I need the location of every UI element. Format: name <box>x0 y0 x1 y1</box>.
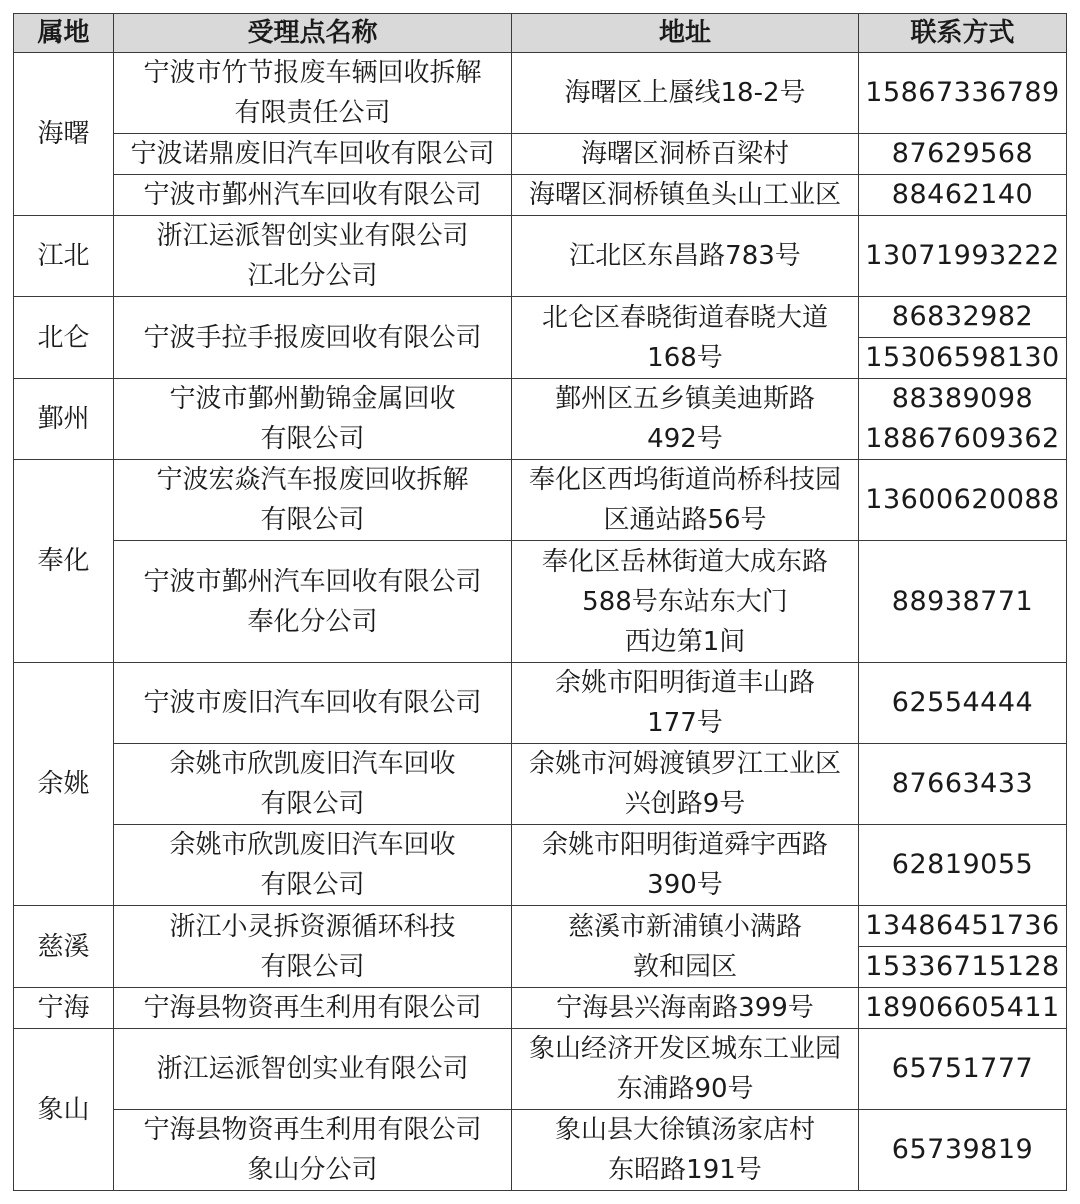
name-line: 有限责任公司 <box>234 98 391 128</box>
region-cell: 余姚 <box>14 663 114 906</box>
name-cell <box>114 1110 512 1191</box>
address-line: 492号 <box>647 424 723 454</box>
contact-cell <box>859 988 1067 1029</box>
phones-line: 18906605411 <box>865 992 1060 1023</box>
address-cell <box>512 825 859 906</box>
address-cell <box>512 53 859 134</box>
table-row <box>14 1110 1067 1191</box>
name-line: 浙江小灵拆资源循环科技 <box>169 911 456 942</box>
header-address: 地址 <box>512 14 859 53</box>
contact-cell <box>859 541 1067 663</box>
address-line: 东浦路90号 <box>616 1074 754 1104</box>
name-cell <box>114 663 512 744</box>
region-cell: 奉化 <box>14 460 114 663</box>
phones-line: 13486451736 <box>865 910 1060 941</box>
name-line: 江北分公司 <box>247 261 378 291</box>
contact-cell <box>859 906 1067 947</box>
name-cell <box>114 134 512 175</box>
phones-line: 15867336789 <box>865 77 1060 108</box>
name-line: 奉化分公司 <box>247 606 378 637</box>
table-row <box>14 1029 1067 1110</box>
phones-line: 87663433 <box>891 768 1034 799</box>
phones-line: 13600620088 <box>865 484 1060 515</box>
table-row <box>14 744 1067 825</box>
name-line: 有限公司 <box>260 424 365 454</box>
name-cell <box>114 297 512 379</box>
name-line: 宁海县物资再生利用有限公司 <box>143 1115 482 1145</box>
region-cell: 鄞州 <box>14 379 114 460</box>
table-row <box>14 297 1067 338</box>
address-line: 象山经济开发区城东工业园 <box>528 1034 841 1064</box>
table-row <box>14 541 1067 663</box>
address-cell <box>512 216 859 297</box>
address-cell <box>512 460 859 541</box>
name-cell <box>114 379 512 460</box>
name-line: 浙江运派智创实业有限公司 <box>156 1054 469 1084</box>
region-cell: 慈溪 <box>14 906 114 988</box>
region-cell: 江北 <box>14 216 114 297</box>
address-line: 区通站路56号 <box>603 505 767 535</box>
region-cell: 海曙 <box>14 53 114 216</box>
table-body <box>14 53 1067 1191</box>
name-line: 余姚市欣凯废旧汽车回收 <box>169 749 456 779</box>
phones-line: 88462140 <box>891 179 1034 210</box>
header-name: 受理点名称 <box>114 14 512 53</box>
contact-cell <box>859 1029 1067 1110</box>
address-line: 余姚市河姆渡镇罗江工业区 <box>528 749 841 779</box>
name-line: 宁波手拉手报废回收有限公司 <box>143 322 482 353</box>
address-line: 177号 <box>647 708 723 738</box>
name-line: 宁波市鄞州汽车回收有限公司 <box>143 180 482 210</box>
address-line: 东昭路191号 <box>608 1155 762 1185</box>
address-line: 168号 <box>647 342 723 373</box>
contact-cell <box>859 947 1067 988</box>
phones-line: 15306598130 <box>865 342 1060 373</box>
header-row <box>14 14 1067 53</box>
address-line: 敦和园区 <box>632 951 737 982</box>
phones-line: 18867609362 <box>865 423 1060 454</box>
name-line: 有限公司 <box>260 870 365 900</box>
address-cell <box>512 906 859 988</box>
address-cell <box>512 297 859 379</box>
name-cell <box>114 988 512 1029</box>
phones-line: 15336715128 <box>865 951 1060 982</box>
address-line: 宁海县兴海南路399号 <box>556 993 814 1023</box>
contact-cell <box>859 663 1067 744</box>
contact-cell <box>859 379 1067 460</box>
name-cell <box>114 1029 512 1110</box>
contact-cell <box>859 1110 1067 1191</box>
header-contact: 联系方式 <box>859 14 1067 53</box>
name-line: 有限公司 <box>260 505 365 535</box>
name-line: 宁波市竹节报废车辆回收拆解 <box>143 58 482 88</box>
address-line: 奉化区西坞街道尚桥科技园 <box>528 465 841 495</box>
phones-line: 88389098 <box>891 383 1034 414</box>
contact-cell <box>859 134 1067 175</box>
name-line: 象山分公司 <box>247 1155 378 1185</box>
address-line: 鄞州区五乡镇美迪斯路 <box>554 384 815 414</box>
address-line: 588号东站东大门 <box>582 586 788 617</box>
table-row <box>14 53 1067 134</box>
name-line: 余姚市欣凯废旧汽车回收 <box>169 830 456 860</box>
contact-cell <box>859 216 1067 297</box>
address-cell <box>512 134 859 175</box>
phones-line: 88938771 <box>891 585 1034 617</box>
name-line: 宁波诺鼎废旧汽车回收有限公司 <box>130 139 495 169</box>
contact-cell <box>859 338 1067 379</box>
address-line: 海曙区洞桥百梁村 <box>580 139 789 169</box>
name-line: 宁波市鄞州勤锦金属回收 <box>169 384 456 414</box>
contact-cell <box>859 53 1067 134</box>
table-row <box>14 663 1067 744</box>
name-line: 宁波市鄞州汽车回收有限公司 <box>143 566 482 597</box>
address-line: 余姚市阳明街道丰山路 <box>554 668 815 698</box>
address-cell <box>512 175 859 216</box>
name-cell <box>114 541 512 663</box>
address-cell <box>512 744 859 825</box>
table-row <box>14 906 1067 947</box>
contact-cell <box>859 825 1067 906</box>
address-line: 慈溪市新浦镇小满路 <box>567 911 802 942</box>
phones-line: 62554444 <box>891 687 1034 718</box>
table-row <box>14 379 1067 460</box>
address-line: 海曙区上蜃线18-2号 <box>564 78 806 108</box>
table-row <box>14 825 1067 906</box>
address-line: 兴创路9号 <box>624 789 746 819</box>
name-cell <box>114 460 512 541</box>
phones-line: 65751777 <box>891 1053 1034 1084</box>
phones-line: 87629568 <box>891 138 1034 169</box>
phones-line: 62819055 <box>891 849 1034 880</box>
recycling-points-table <box>13 13 1067 1191</box>
name-line: 宁波市废旧汽车回收有限公司 <box>143 688 482 718</box>
address-line: 海曙区洞桥镇鱼头山工业区 <box>528 180 841 210</box>
region-cell: 宁海 <box>14 988 114 1029</box>
name-cell <box>114 216 512 297</box>
phones-line: 13071993222 <box>865 240 1060 271</box>
name-cell <box>114 53 512 134</box>
address-cell <box>512 379 859 460</box>
address-line: 390号 <box>647 870 723 900</box>
contact-cell <box>859 460 1067 541</box>
name-line: 宁波宏焱汽车报废回收拆解 <box>156 465 469 495</box>
name-line: 宁海县物资再生利用有限公司 <box>143 993 482 1023</box>
table-row <box>14 988 1067 1029</box>
table-row <box>14 134 1067 175</box>
phones-line: 86832982 <box>891 301 1034 332</box>
address-line: 余姚市阳明街道舜宇西路 <box>541 830 828 860</box>
address-cell <box>512 663 859 744</box>
address-cell <box>512 1029 859 1110</box>
table-row <box>14 216 1067 297</box>
address-line: 象山县大徐镇汤家店村 <box>554 1115 815 1145</box>
name-cell <box>114 906 512 988</box>
name-line: 浙江运派智创实业有限公司 <box>156 221 469 251</box>
contact-cell <box>859 744 1067 825</box>
address-line: 奉化区岳林街道大成东路 <box>541 546 828 577</box>
name-cell <box>114 744 512 825</box>
region-cell: 北仑 <box>14 297 114 379</box>
address-line: 西边第1间 <box>624 626 746 657</box>
address-cell <box>512 988 859 1029</box>
address-line: 江北区东昌路783号 <box>569 241 801 271</box>
address-cell <box>512 1110 859 1191</box>
table-row <box>14 460 1067 541</box>
name-line: 有限公司 <box>260 951 365 982</box>
name-cell <box>114 825 512 906</box>
address-cell <box>512 541 859 663</box>
name-line: 有限公司 <box>260 789 365 819</box>
address-line: 北仑区春晓街道春晓大道 <box>541 302 828 333</box>
table-row <box>14 175 1067 216</box>
name-cell <box>114 175 512 216</box>
contact-cell <box>859 175 1067 216</box>
header-region: 属地 <box>14 14 114 53</box>
contact-cell <box>859 297 1067 338</box>
phones-line: 65739819 <box>891 1134 1034 1165</box>
region-cell: 象山 <box>14 1029 114 1191</box>
